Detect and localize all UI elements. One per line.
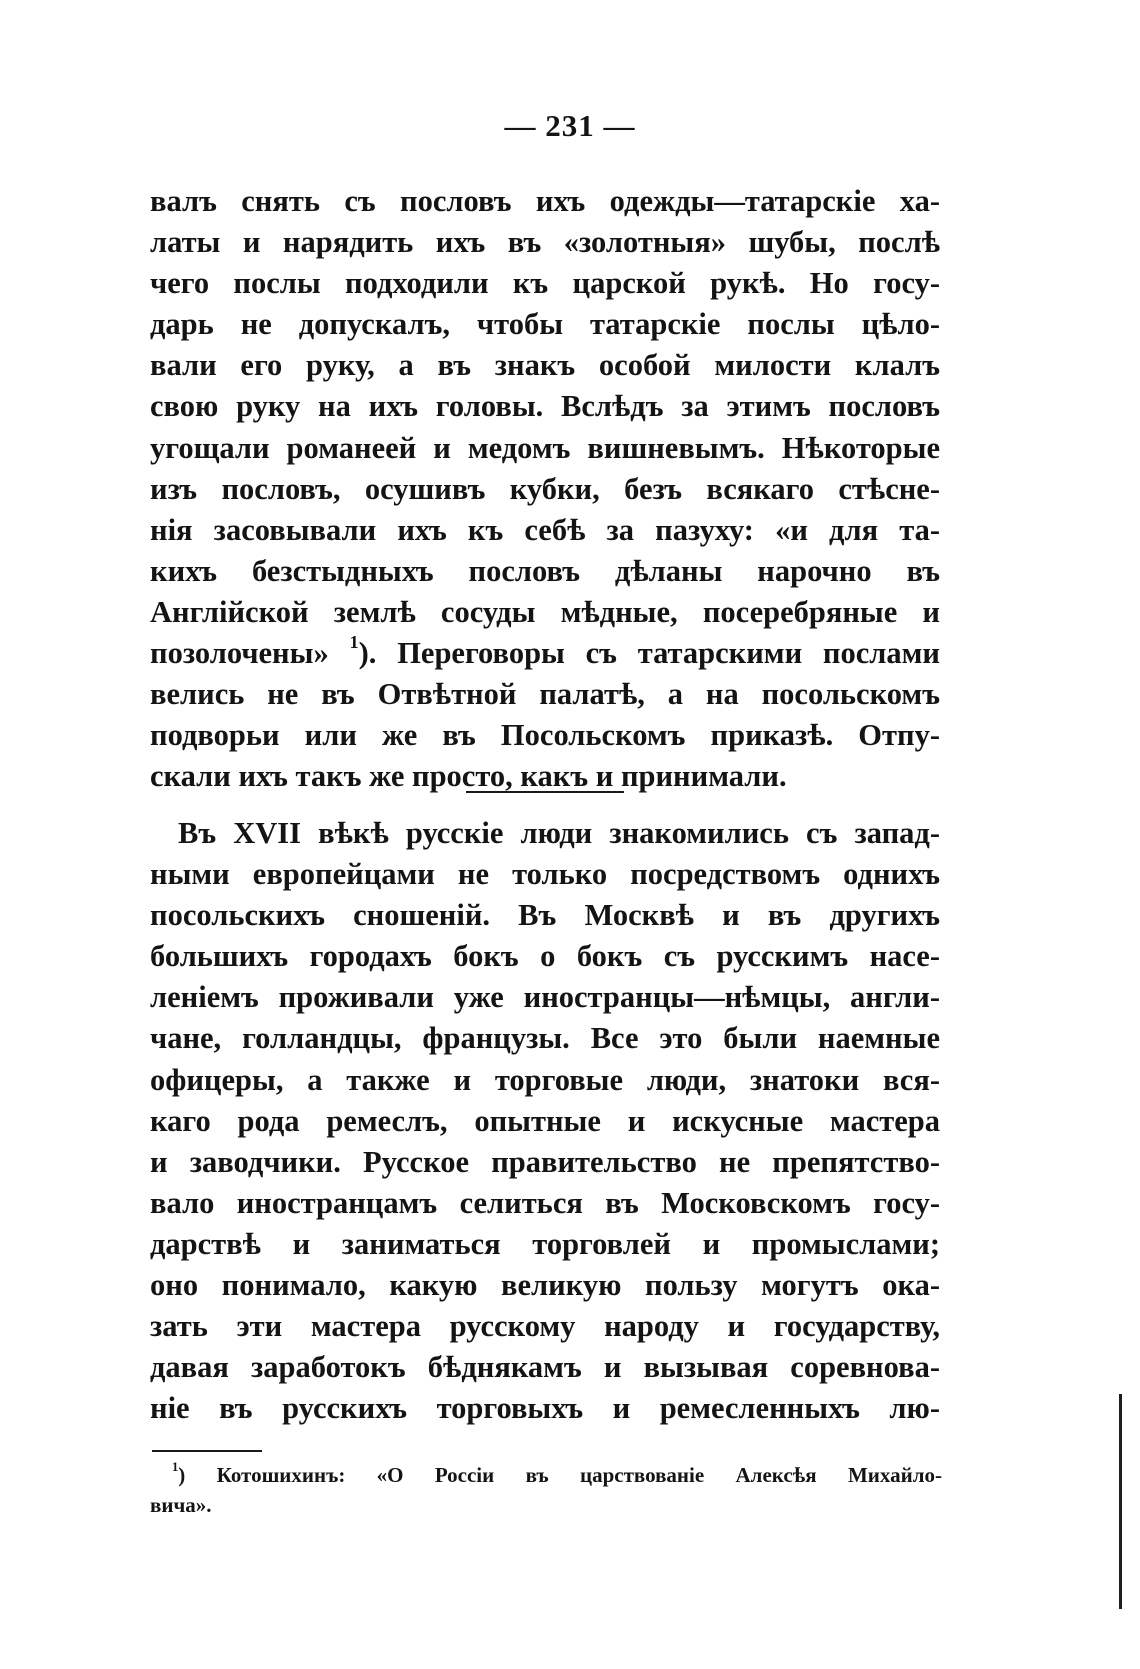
text-line: офицеры, а также и торговые люди, знатоки вся- — [150, 1062, 940, 1097]
text-line: вали его руку, а въ знакъ особой милости клалъ — [150, 348, 940, 383]
text-line: латы и нарядить ихъ въ «золотныя» шубы, послѣ — [150, 225, 940, 260]
text-line: вало иностранцамъ селиться въ Московскомъ госу- — [150, 1185, 940, 1220]
footnote-marker: 1 — [172, 1460, 179, 1475]
text-line: каго рода ремеслъ, опытные и искусные мастера — [150, 1103, 940, 1138]
text-line-with-footnote-ref — [150, 633, 940, 674]
text-line: скали ихъ такъ же просто, какъ и принимали. — [150, 759, 787, 794]
footnote — [150, 1460, 942, 1520]
text-line: дарь не допускалъ, чтобы татарскіе послы цѣло- — [150, 307, 940, 342]
section-divider — [466, 791, 624, 793]
paragraph-2 — [150, 813, 940, 1429]
text-segment: ). Переговоры съ татарскими послами — [358, 636, 940, 671]
text-line: и заводчики. Русское правительство не препятство- — [150, 1144, 940, 1179]
footnote-reference[interactable]: 1 — [349, 633, 359, 653]
text-line: ными европейцами не только посредствомъ однихъ — [150, 857, 940, 892]
text-line: дарствѣ и заниматься торговлей и промыслами; — [150, 1226, 940, 1261]
text-line: зать эти мастера русскому народу и государству, — [150, 1309, 940, 1344]
text-segment: позолочены» — [150, 636, 329, 671]
text-line: валъ снять съ пословъ ихъ одежды—татарскіе ха- — [150, 184, 940, 218]
text-line: давая заработокъ бѣднякамъ и вызывая соревнова- — [150, 1350, 940, 1385]
text-line: Въ XVII вѣкѣ русскіе люди знакомились съ запад- — [178, 816, 940, 850]
footnote-line: вича». — [150, 1493, 212, 1517]
text-line: угощали романеей и медомъ вишневымъ. Нѣкоторые — [150, 430, 940, 465]
text-line: велись не въ Отвѣтной палатѣ, а на посольскомъ — [150, 677, 940, 712]
paragraph-1 — [150, 181, 940, 797]
scan-edge-mark — [1119, 1394, 1122, 1609]
text-line: кихъ безстыдныхъ пословъ дѣланы нарочно въ — [150, 553, 940, 588]
footnote-divider — [152, 1450, 262, 1452]
footnote-text: ) Котошихинъ: «О Россіи въ царствованіе Алексѣя Михайло- — [178, 1463, 942, 1487]
text-line: леніемъ проживали уже иностранцы—нѣмцы, англи- — [150, 980, 940, 1015]
footnote-line — [150, 1460, 942, 1490]
text-line: Англійской землѣ сосуды мѣдные, посеребряные и — [150, 594, 940, 629]
text-line: ніе въ русскихъ торговыхъ и ремесленныхъ лю- — [150, 1391, 940, 1426]
text-line: подворьи или же въ Посольскомъ приказѣ. Отпу- — [150, 718, 940, 753]
text-line: нія засовывали ихъ къ себѣ за пазуху: «и для та- — [150, 512, 940, 547]
text-line: свою руку на ихъ головы. Вслѣдъ за этимъ пословъ — [150, 389, 940, 424]
page-number: — 231 — — [504, 108, 636, 143]
text-line: оно понимало, какую великую пользу могутъ ока- — [150, 1268, 940, 1303]
text-line: изъ пословъ, осушивъ кубки, безъ всякаго стѣсне- — [150, 471, 940, 506]
text-line: большихъ городахъ бокъ о бокъ съ русскимъ насе- — [150, 939, 940, 974]
text-line: чего послы подходили къ царской рукѣ. Но госу- — [150, 266, 940, 301]
text-line: чане, голландцы, французы. Все это были наемные — [150, 1021, 940, 1056]
text-line: посольскихъ сношеній. Въ Москвѣ и въ другихъ — [150, 898, 940, 933]
